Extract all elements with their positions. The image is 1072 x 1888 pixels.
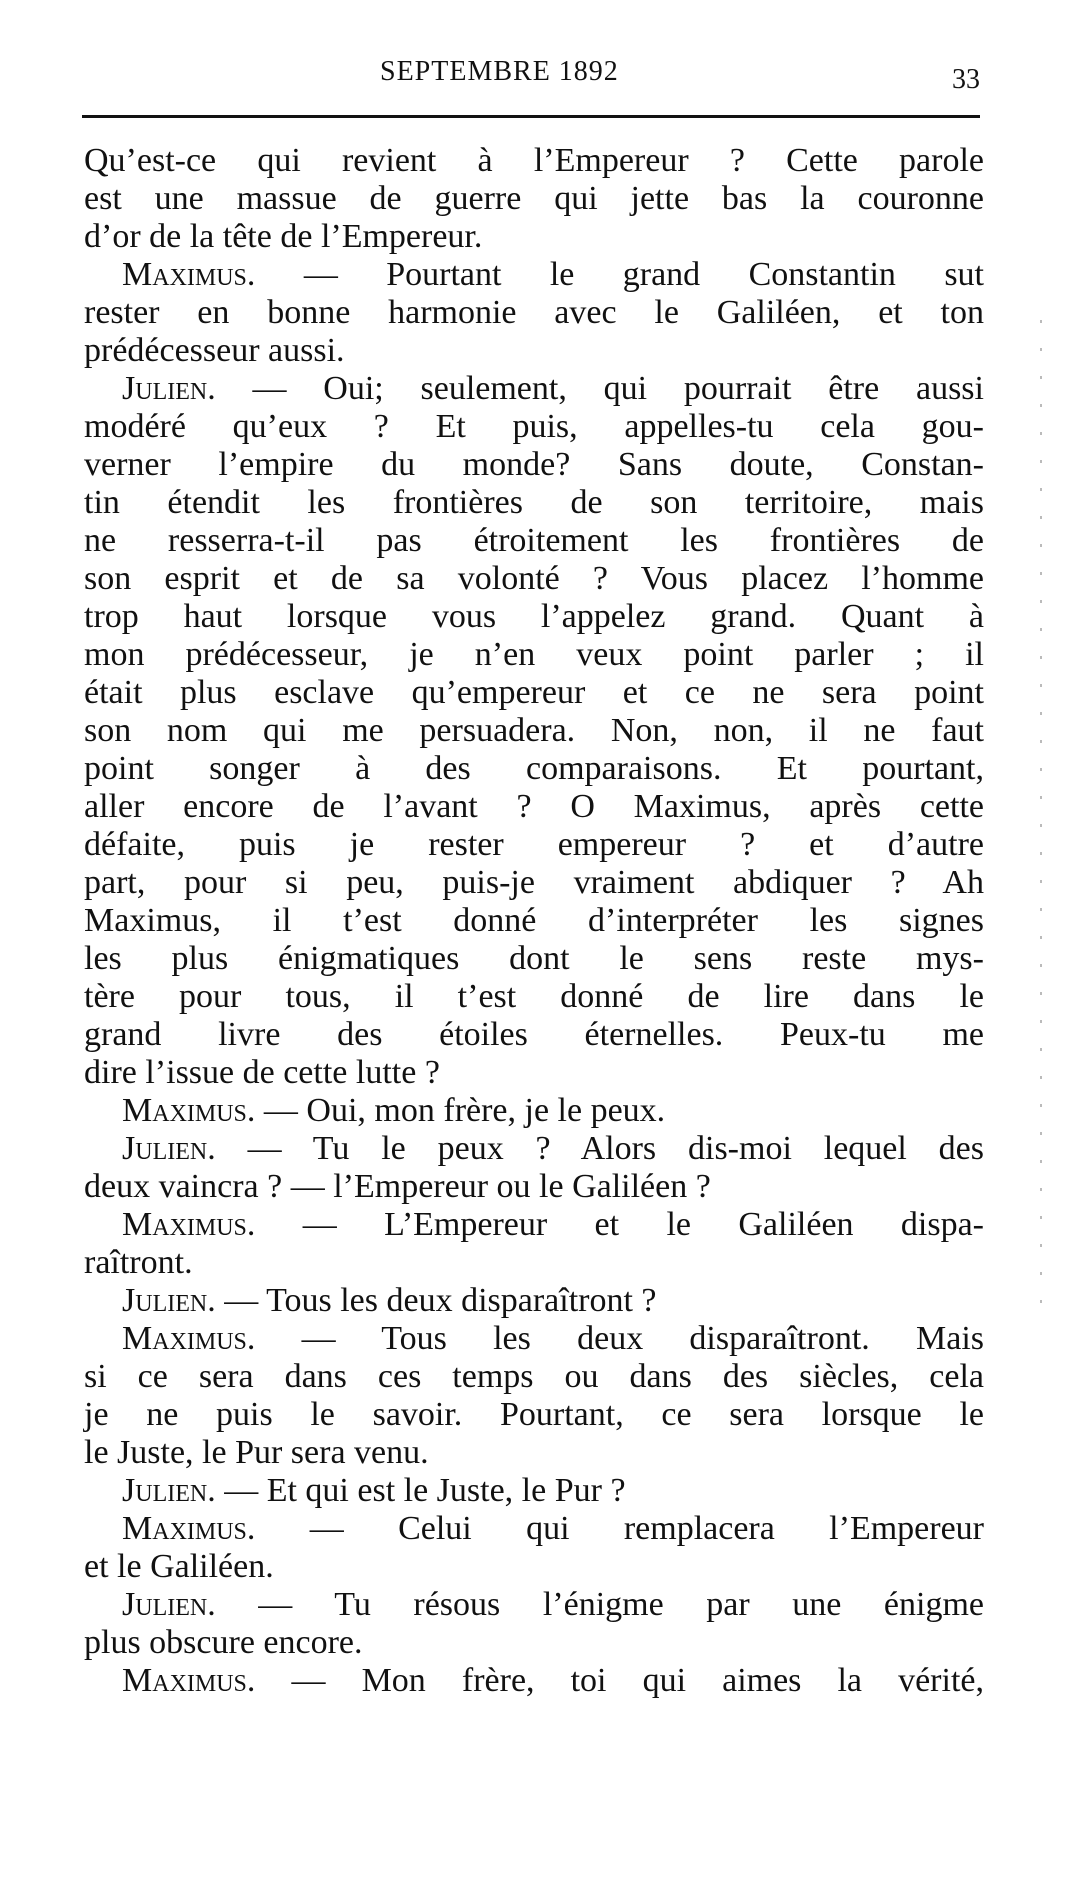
text-line [84, 1092, 984, 1130]
line-text: deux vaincra ? — l’Empereur ou le Galiléen ? [84, 1168, 711, 1205]
text-line [84, 1130, 984, 1168]
speaker-name: Maximus. [122, 1662, 256, 1699]
line-text: Maximus, il t’est donné d’interpréter les signes [84, 902, 984, 939]
line-text: — L’Empereur et le Galiléen dispa- [255, 1206, 984, 1243]
line-text: modéré qu’eux ? Et puis, appelles-tu cela gou- [84, 408, 984, 445]
line-text: — Et qui est le Juste, le Pur ? [215, 1472, 626, 1509]
text-line [84, 1624, 984, 1662]
line-text: plus obscure encore. [84, 1624, 363, 1661]
text-line [84, 1282, 984, 1320]
text-line [84, 636, 984, 674]
line-text: d’or de la tête de l’Empereur. [84, 218, 483, 255]
text-line [84, 1586, 984, 1624]
line-text: point songer à des comparaisons. Et pourtant, [84, 750, 984, 787]
text-line [84, 408, 984, 446]
line-text: — Oui; seulement, qui pourrait être aussi [215, 370, 984, 407]
line-text: raîtront. [84, 1244, 193, 1281]
line-text: le Juste, le Pur sera venu. [84, 1434, 429, 1471]
text-line [84, 1510, 984, 1548]
header-rule [82, 115, 980, 118]
text-line [84, 1016, 984, 1054]
line-text: rester en bonne harmonie avec le Galiléen, et ton [84, 294, 984, 331]
line-text: Qu’est-ce qui revient à l’Empereur ? Cette parole [84, 142, 984, 179]
line-text: part, pour si peu, puis-je vraiment abdiquer ? Ah [84, 864, 984, 901]
text-line [84, 1244, 984, 1282]
text-line [84, 560, 984, 598]
line-text: verner l’empire du monde? Sans doute, Constan- [84, 446, 984, 483]
text-line [84, 1396, 984, 1434]
text-body [84, 142, 984, 1700]
text-line [84, 294, 984, 332]
text-line [84, 1548, 984, 1586]
text-line [84, 978, 984, 1016]
text-line [84, 1472, 984, 1510]
speaker-name: Julien. [122, 370, 216, 407]
page-number: 33 [952, 64, 980, 95]
text-line [84, 1168, 984, 1206]
text-line [84, 1206, 984, 1244]
line-text: — Tous les deux disparaîtront. Mais [255, 1320, 984, 1357]
line-text: dire l’issue de cette lutte ? [84, 1054, 440, 1091]
line-text: mon prédécesseur, je n’en veux point parler ; il [84, 636, 984, 673]
line-text: les plus énigmatiques dont le sens reste mys- [84, 940, 984, 977]
speaker-name: Julien. [122, 1282, 216, 1319]
line-text: — Mon frère, toi qui aimes la vérité, [255, 1662, 984, 1699]
page-header [80, 52, 980, 100]
text-line [84, 864, 984, 902]
text-line [84, 446, 984, 484]
text-line [84, 142, 984, 180]
running-title: SEPTEMBRE 1892 [380, 56, 619, 87]
line-text: — Oui, mon frère, je le peux. [255, 1092, 666, 1129]
speaker-name: Maximus. [122, 256, 256, 293]
speaker-name: Julien. [122, 1586, 216, 1623]
line-text: était plus esclave qu’empereur et ce ne sera point [84, 674, 984, 711]
line-text: — Celui qui remplacera l’Empereur [255, 1510, 984, 1547]
text-line [84, 1358, 984, 1396]
page-edge-speckle [1040, 320, 1042, 1320]
speaker-name: Maximus. [122, 1206, 256, 1243]
line-text: trop haut lorsque vous l’appelez grand. Quant à [84, 598, 984, 635]
line-text: tère pour tous, il t’est donné de lire dans le [84, 978, 984, 1015]
speaker-name: Julien. [122, 1472, 216, 1509]
text-line [84, 940, 984, 978]
line-text: — Tous les deux disparaîtront ? [215, 1282, 657, 1319]
line-text: est une massue de guerre qui jette bas la couronne [84, 180, 984, 217]
text-line [84, 484, 984, 522]
speaker-name: Maximus. [122, 1510, 256, 1547]
text-line [84, 256, 984, 294]
line-text: prédécesseur aussi. [84, 332, 345, 369]
line-text: grand livre des étoiles éternelles. Peux-tu me [84, 1016, 984, 1053]
speaker-name: Julien. [122, 1130, 216, 1167]
text-line [84, 332, 984, 370]
text-line [84, 1662, 984, 1700]
line-text: — Tu résous l’énigme par une énigme [215, 1586, 984, 1623]
line-text: si ce sera dans ces temps ou dans des siècles, cela [84, 1358, 984, 1395]
text-line [84, 902, 984, 940]
speaker-name: Maximus. [122, 1092, 256, 1129]
text-line [84, 712, 984, 750]
text-line [84, 826, 984, 864]
text-line [84, 1054, 984, 1092]
text-line [84, 1320, 984, 1358]
line-text: — Pourtant le grand Constantin sut [255, 256, 984, 293]
text-line [84, 750, 984, 788]
text-line [84, 1434, 984, 1472]
line-text: son esprit et de sa volonté ? Vous placez l’homme [84, 560, 984, 597]
text-line [84, 218, 984, 256]
text-line [84, 180, 984, 218]
text-line [84, 788, 984, 826]
line-text: ne resserra-t-il pas étroitement les frontières de [84, 522, 984, 559]
text-line [84, 598, 984, 636]
line-text: tin étendit les frontières de son territoire, mais [84, 484, 984, 521]
line-text: — Tu le peux ? Alors dis-moi lequel des [215, 1130, 984, 1167]
line-text: son nom qui me persuadera. Non, non, il ne faut [84, 712, 984, 749]
line-text: aller encore de l’avant ? O Maximus, après cette [84, 788, 984, 825]
text-line [84, 522, 984, 560]
text-line [84, 370, 984, 408]
line-text: je ne puis le savoir. Pourtant, ce sera lorsque le [84, 1396, 984, 1433]
speaker-name: Maximus. [122, 1320, 256, 1357]
line-text: défaite, puis je rester empereur ? et d’autre [84, 826, 984, 863]
text-line [84, 674, 984, 712]
line-text: et le Galiléen. [84, 1548, 274, 1585]
